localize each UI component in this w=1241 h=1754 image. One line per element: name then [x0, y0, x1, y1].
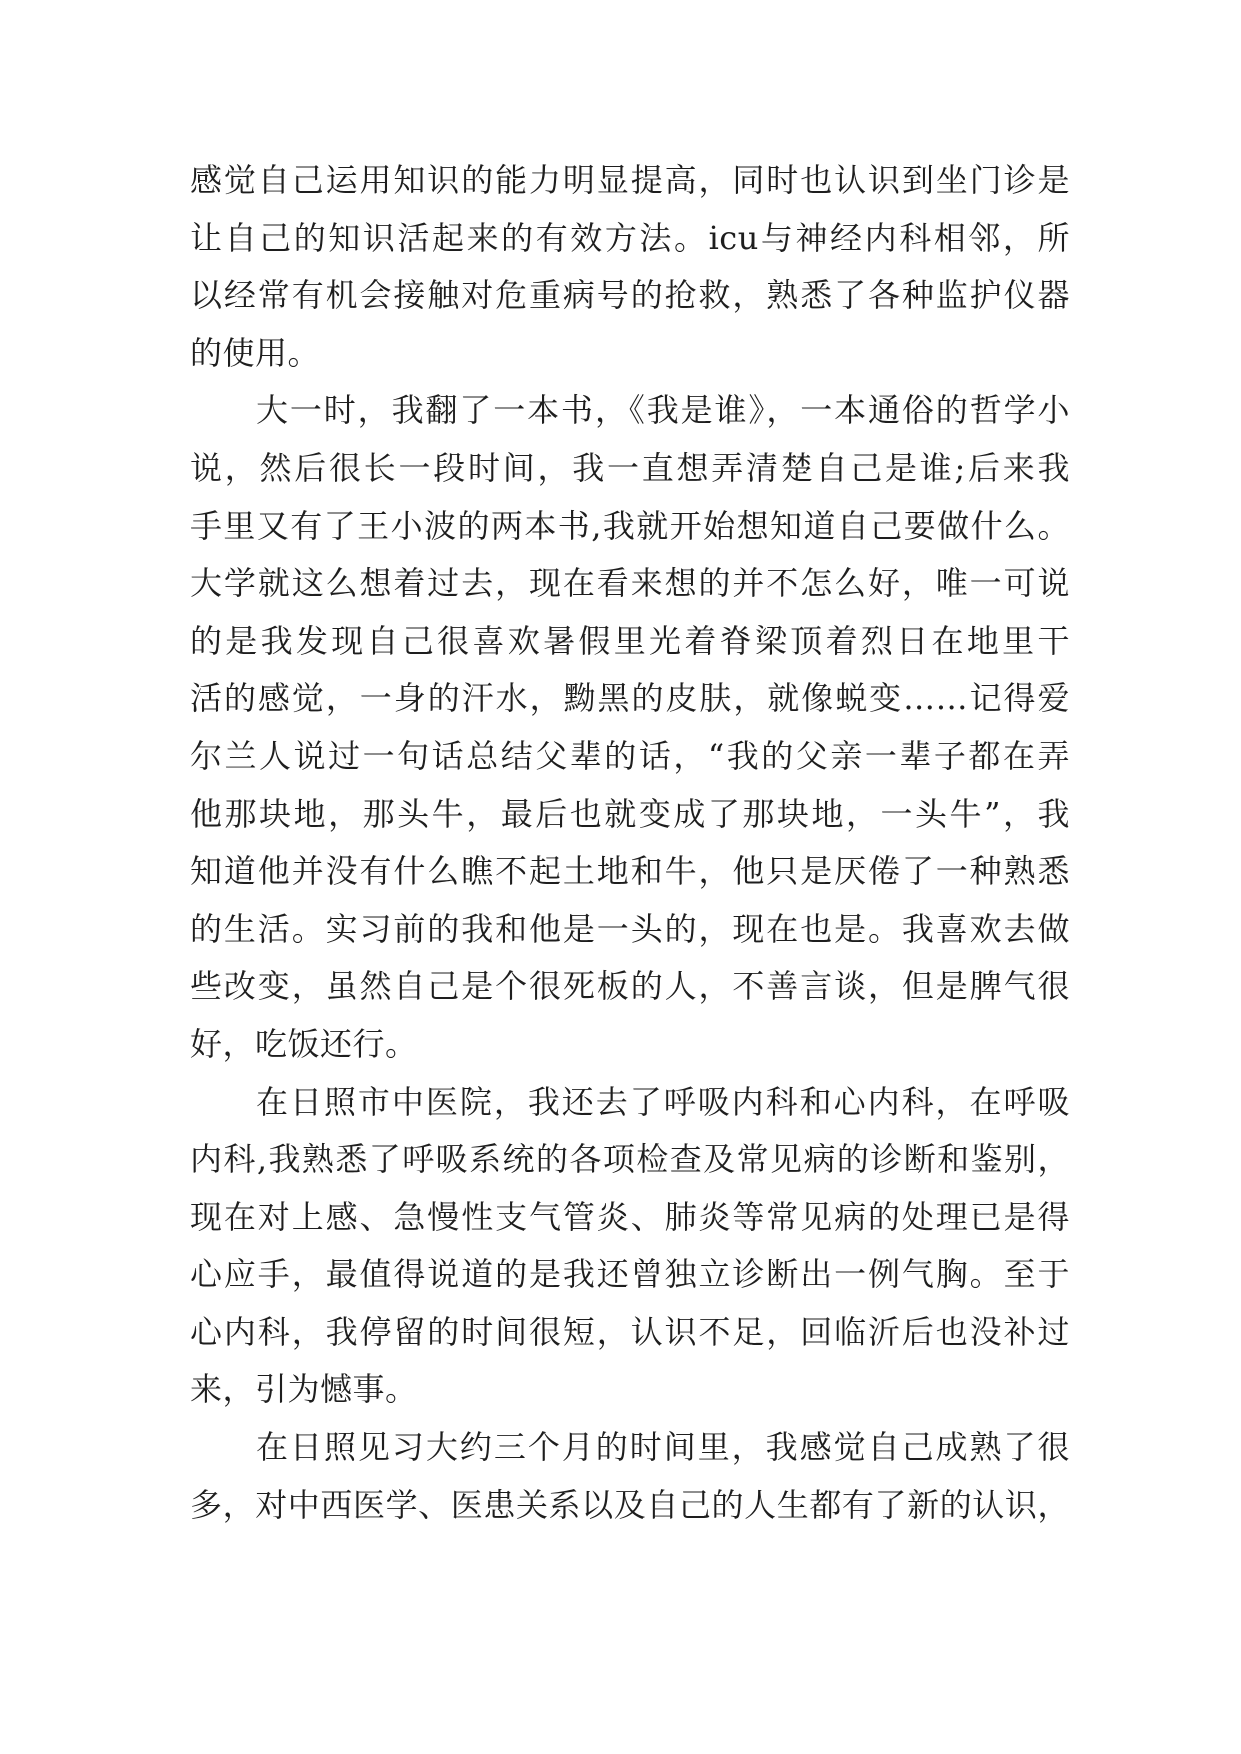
text-line: 来，引为憾事。 [190, 1370, 418, 1409]
text-line: 在日照市中医院，我还去了呼吸内科和心内科，在呼吸 [256, 1082, 1070, 1121]
text-line: 内科,我熟悉了呼吸系统的各项检查及常见病的诊断和鉴别， [190, 1140, 1070, 1179]
text-line: 的生活。实习前的我和他是一头的，现在也是。我喜欢去做 [190, 909, 1070, 948]
text-line: 以经常有机会接触对危重病号的抢救，熟悉了各种监护仪器 [190, 276, 1070, 315]
paragraph [190, 382, 1070, 1073]
text-line: 大学就这么想着过去，现在看来想的并不怎么好，唯一可说 [190, 564, 1070, 603]
text-line: 尔兰人说过一句话总结父辈的话，“我的父亲一辈子都在弄 [190, 736, 1070, 775]
text-line: 他那块地，那头牛，最后也就变成了那块地，一头牛”，我 [190, 794, 1070, 833]
text-line: 大一时，我翻了一本书，《我是谁》，一本通俗的哲学小 [256, 391, 1070, 430]
text-line: 活的感觉，一身的汗水，黝黑的皮肤，就像蜕变……记得爱 [190, 679, 1070, 718]
text-line: 些改变，虽然自己是个很死板的人，不善言谈，但是脾气很 [190, 967, 1070, 1006]
text-line: 心应手，最值得说道的是我还曾独立诊断出一例气胸。至于 [190, 1255, 1070, 1294]
body-text [190, 152, 1070, 1534]
text-line: 知道他并没有什么瞧不起土地和牛，他只是厌倦了一种熟悉 [190, 852, 1070, 891]
paragraph [190, 152, 1070, 382]
paragraph [190, 1419, 1070, 1534]
paragraph [190, 1074, 1070, 1420]
text-line: 手里又有了王小波的两本书,我就开始想知道自己要做什么。 [190, 506, 1070, 545]
text-line: 的是我发现自己很喜欢暑假里光着脊梁顶着烈日在地里干 [190, 621, 1070, 660]
text-line: 心内科，我停留的时间很短，认识不足，回临沂后也没补过 [190, 1312, 1070, 1351]
text-line: 在日照见习大约三个月的时间里，我感觉自己成熟了很 [256, 1428, 1070, 1467]
text-line: 多，对中西医学、医患关系以及自己的人生都有了新的认识， [190, 1485, 1070, 1524]
text-line: 感觉自己运用知识的能力明显提高，同时也认识到坐门诊是 [190, 161, 1070, 199]
text-line: 的使用。 [190, 333, 321, 372]
text-line: 让自己的知识活起来的有效方法。icu与神经内科相邻，所 [190, 218, 1070, 257]
text-line: 说，然后很长一段时间，我一直想弄清楚自己是谁;后来我 [190, 448, 1070, 487]
text-line: 好，吃饭还行。 [190, 1024, 418, 1063]
text-line: 现在对上感、急慢性支气管炎、肺炎等常见病的处理已是得 [190, 1197, 1070, 1236]
